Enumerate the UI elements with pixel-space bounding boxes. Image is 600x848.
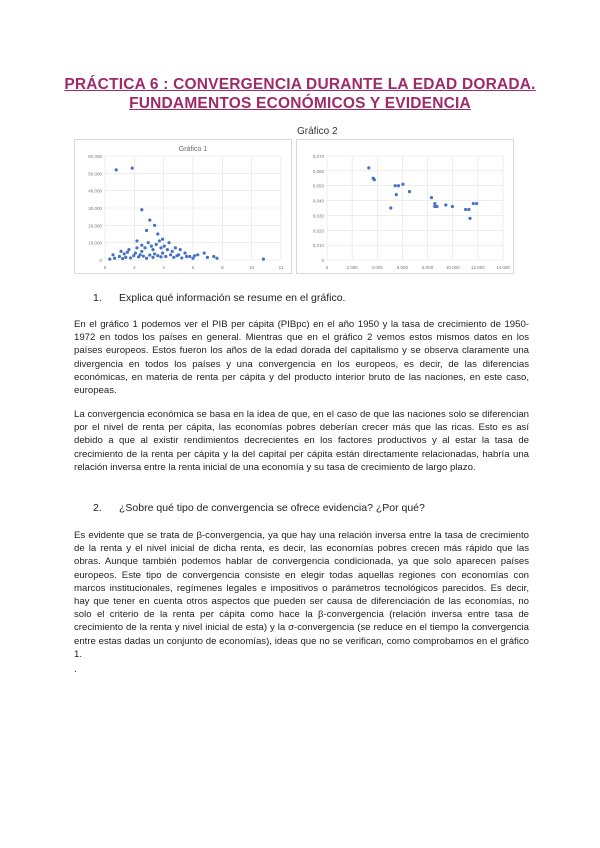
- chart-2-xtick: 8.000: [421, 265, 434, 270]
- chart-1-point: [148, 219, 151, 222]
- chart-1-point: [188, 255, 191, 258]
- chart-2: [297, 140, 513, 273]
- chart-2-point: [467, 208, 470, 211]
- chart-1-point: [145, 257, 148, 260]
- chart-2-point: [367, 166, 370, 169]
- chart-1-point: [153, 252, 156, 255]
- chart-1-point: [151, 256, 154, 259]
- chart-1-point: [161, 238, 164, 241]
- chart-1-point: [108, 258, 111, 261]
- chart-1-point: [148, 254, 151, 257]
- chart-1-point: [158, 239, 161, 242]
- chart-1-point: [135, 239, 138, 242]
- chart-2-ytick: 0: [321, 258, 324, 263]
- chart-1-point: [206, 256, 209, 259]
- chart-1-ytick: 20.000: [88, 223, 102, 229]
- answer-1-paragraph-2: La convergencia económica se basa en la idea de que, en el caso de que las naciones solo se diferencian por el nivel de renta per cápita, las economías pobres deberían crecer más que las ricas. Esto es así debido a que al existir rendimientos decrecientes en los factores productivos y al estar la tasa de crecimiento de la renta per cápita y la del capital per cápita están directamente relacionadas, habría una relación inversa entre la renta inicial de una economía y su tasa de crecimiento de largo plazo.: [74, 409, 529, 473]
- chart-2-ytick: 0,010: [312, 243, 324, 249]
- chart-1-point: [124, 256, 127, 259]
- chart-1-xtick: 4: [162, 265, 165, 270]
- chart-1-point: [118, 255, 121, 258]
- chart-1-point: [193, 254, 196, 257]
- chart-1-xtick: 0: [103, 265, 107, 270]
- chart-1-point: [172, 256, 175, 259]
- chart-1-point: [183, 251, 186, 254]
- chart-2-xtick: 14.000: [496, 265, 510, 270]
- chart-1-title: Gráfico 1: [178, 146, 208, 153]
- chart-1-point: [142, 255, 145, 258]
- question-1: [93, 292, 345, 304]
- chart-1-ytick: 50.000: [88, 171, 102, 177]
- chart-1-point: [166, 248, 169, 251]
- chart-1-point: [171, 250, 174, 253]
- chart-1-point: [113, 257, 116, 260]
- chart-1-ytick: 60.000: [88, 154, 102, 159]
- chart-1-point: [196, 253, 199, 256]
- chart-1-point: [132, 254, 135, 257]
- answer-2-paragraph: Es evidente que se trata de β-convergencia, ya que hay una relación inversa entre la tasa de crecimiento de la renta y el nivel inicial de dicha renta, es decir, las economías pobres crecen más rápido que las obras. Aunque también podemos hablar de convergencia condicionada, ya que solo aparecen países europeos. Este tipo de convergencia consiste en elegir todas aquellas regiones con economías con marcos institucionales, regímenes legales e impositivos o parámetros tecnológicos parecidos. Es decir, hay que tener en cuenta otros aspectos que pueden ser causa de diferenciación de las economías, no solo el criterio de la renta per cápita como hace la β-convergencia (relación inversa entre tasa de crecimiento de la renta y nivel inicial de esta) y la σ-convergencia (se reduce en el tiempo la convergencia entre estas dadas un conjunto de economías), ideas que no se verifican, como comprobamos en el gráfico 1.: [74, 530, 529, 660]
- chart-1-point: [203, 251, 206, 254]
- chart-1-point: [153, 224, 156, 227]
- chart-2-xtick: 2.000: [346, 265, 358, 270]
- chart-2-point: [395, 193, 398, 196]
- question-2: [93, 502, 425, 514]
- chart-1-point: [212, 255, 215, 258]
- chart-2-ytick: 0,070: [312, 154, 324, 159]
- chart-1-point: [150, 245, 153, 248]
- chart-1: [75, 140, 291, 273]
- chart-1-point: [179, 248, 182, 251]
- chart-1-point: [129, 256, 132, 259]
- chart-1-point: [174, 246, 177, 249]
- chart-2-xtick: 6.000: [396, 265, 409, 270]
- chart-1-point: [215, 257, 218, 260]
- page-title-line-1: PRÁCTICA 6 : CONVERGENCIA DURANTE LA EDAD DORADA.: [64, 76, 536, 93]
- chart-2-ytick: 0,030: [312, 213, 324, 219]
- chart-2-point: [373, 178, 376, 181]
- chart-2-ytick: 0,040: [312, 198, 324, 204]
- chart-1-point: [140, 208, 143, 211]
- chart-2-point: [389, 206, 392, 209]
- chart-1-point: [140, 250, 143, 253]
- chart-1-point: [147, 241, 150, 244]
- chart-2-point: [394, 184, 397, 187]
- chart-1-xtick: 8: [221, 265, 224, 270]
- chart-2-container: [296, 139, 514, 274]
- chart-1-point: [156, 254, 159, 257]
- chart-2-point: [464, 208, 467, 211]
- chart-1-ytick: 30.000: [88, 206, 102, 211]
- chart-1-point: [121, 257, 124, 260]
- chart-1-point: [159, 255, 162, 258]
- chart-1-point: [151, 248, 154, 251]
- chart-1-xtick: 6: [191, 265, 195, 270]
- chart-1-point: [119, 250, 122, 253]
- chart-2-xtick: 0: [325, 265, 329, 270]
- chart-2-point: [430, 196, 433, 199]
- chart-1-point: [115, 168, 118, 171]
- chart-2-ytick: 0,050: [312, 183, 324, 189]
- chart-1-xtick: 2: [133, 265, 136, 270]
- chart-1-point: [175, 254, 178, 257]
- chart-1-point: [145, 229, 148, 232]
- trailing-dot: .: [74, 664, 77, 675]
- question-1-text: Explica qué información se resume en el gráfico.: [119, 292, 346, 304]
- page-title-line-2: FUNDAMENTOS ECONÓMICOS Y EVIDENCIA: [129, 95, 471, 112]
- chart-1-point: [185, 255, 188, 258]
- chart-2-point: [468, 217, 471, 220]
- chart-2-ytick: 0,060: [312, 168, 324, 174]
- chart-1-container: [74, 139, 292, 274]
- chart-1-point: [155, 243, 158, 246]
- chart-1-xtick: 11: [278, 265, 284, 270]
- chart-1-point: [139, 253, 142, 256]
- chart-1-point: [167, 241, 170, 244]
- chart-2-point: [408, 190, 411, 193]
- chart-2-point: [472, 202, 475, 205]
- chart-1-ytick: 0: [99, 258, 102, 263]
- chart-1-point: [135, 246, 138, 249]
- chart-2-xtick: 4.000: [371, 265, 383, 270]
- chart-2-point: [433, 202, 436, 205]
- chart-2-point: [444, 203, 447, 206]
- chart-1-point: [143, 246, 146, 249]
- question-2-number: 2.: [93, 502, 102, 514]
- chart-1-point: [262, 258, 265, 261]
- chart-2-point: [451, 205, 454, 208]
- chart-2-ytick: 0,020: [312, 228, 324, 234]
- chart2-heading: Gráfico 2: [297, 126, 338, 137]
- chart-1-ytick: 40.000: [88, 188, 102, 194]
- chart-1-point: [159, 246, 162, 249]
- chart-1-point: [126, 251, 129, 254]
- chart-1-point: [156, 232, 159, 235]
- chart-1-point: [140, 244, 143, 247]
- question-2-text: ¿Sobre qué tipo de convergencia se ofrece evidencia? ¿Por qué?: [119, 502, 425, 514]
- chart-1-point: [163, 245, 166, 248]
- answer-1-paragraph-1: En el gráfico 1 podemos ver el PIB per cápita (PIBpc) en el año 1950 y la tasa de crecimiento de 1950-1972 en todos los países en general. Mientras que en el gráfico 2 vemos estos mismos datos en los países europeos. Estos fueron los años de la edad dorada del capitalismo y se observa claramente una divergencia en todos los países y una convergencia en los europeos, es decir, de las diferencias económicas, en materia de renta per cápita y del producto interior bruto de las naciones, en este caso, europeas.: [74, 319, 529, 397]
- chart-1-point: [180, 256, 183, 259]
- chart-2-point: [401, 183, 404, 186]
- chart-1-point: [123, 252, 126, 255]
- chart-2-xtick: 12.000: [470, 265, 485, 270]
- chart-1-xtick: 10: [249, 265, 255, 270]
- chart-1-point: [169, 253, 172, 256]
- chart-2-point: [397, 184, 400, 187]
- chart-1-point: [131, 167, 134, 170]
- chart-1-ytick: 10.000: [88, 240, 102, 246]
- chart-1-point: [111, 253, 114, 256]
- chart-2-point: [435, 205, 438, 208]
- chart-2-xtick: 10.000: [445, 265, 460, 270]
- chart-2-point: [475, 202, 478, 205]
- chart-1-point: [161, 251, 164, 254]
- question-1-number: 1.: [93, 292, 102, 304]
- chart-1-point: [164, 255, 167, 258]
